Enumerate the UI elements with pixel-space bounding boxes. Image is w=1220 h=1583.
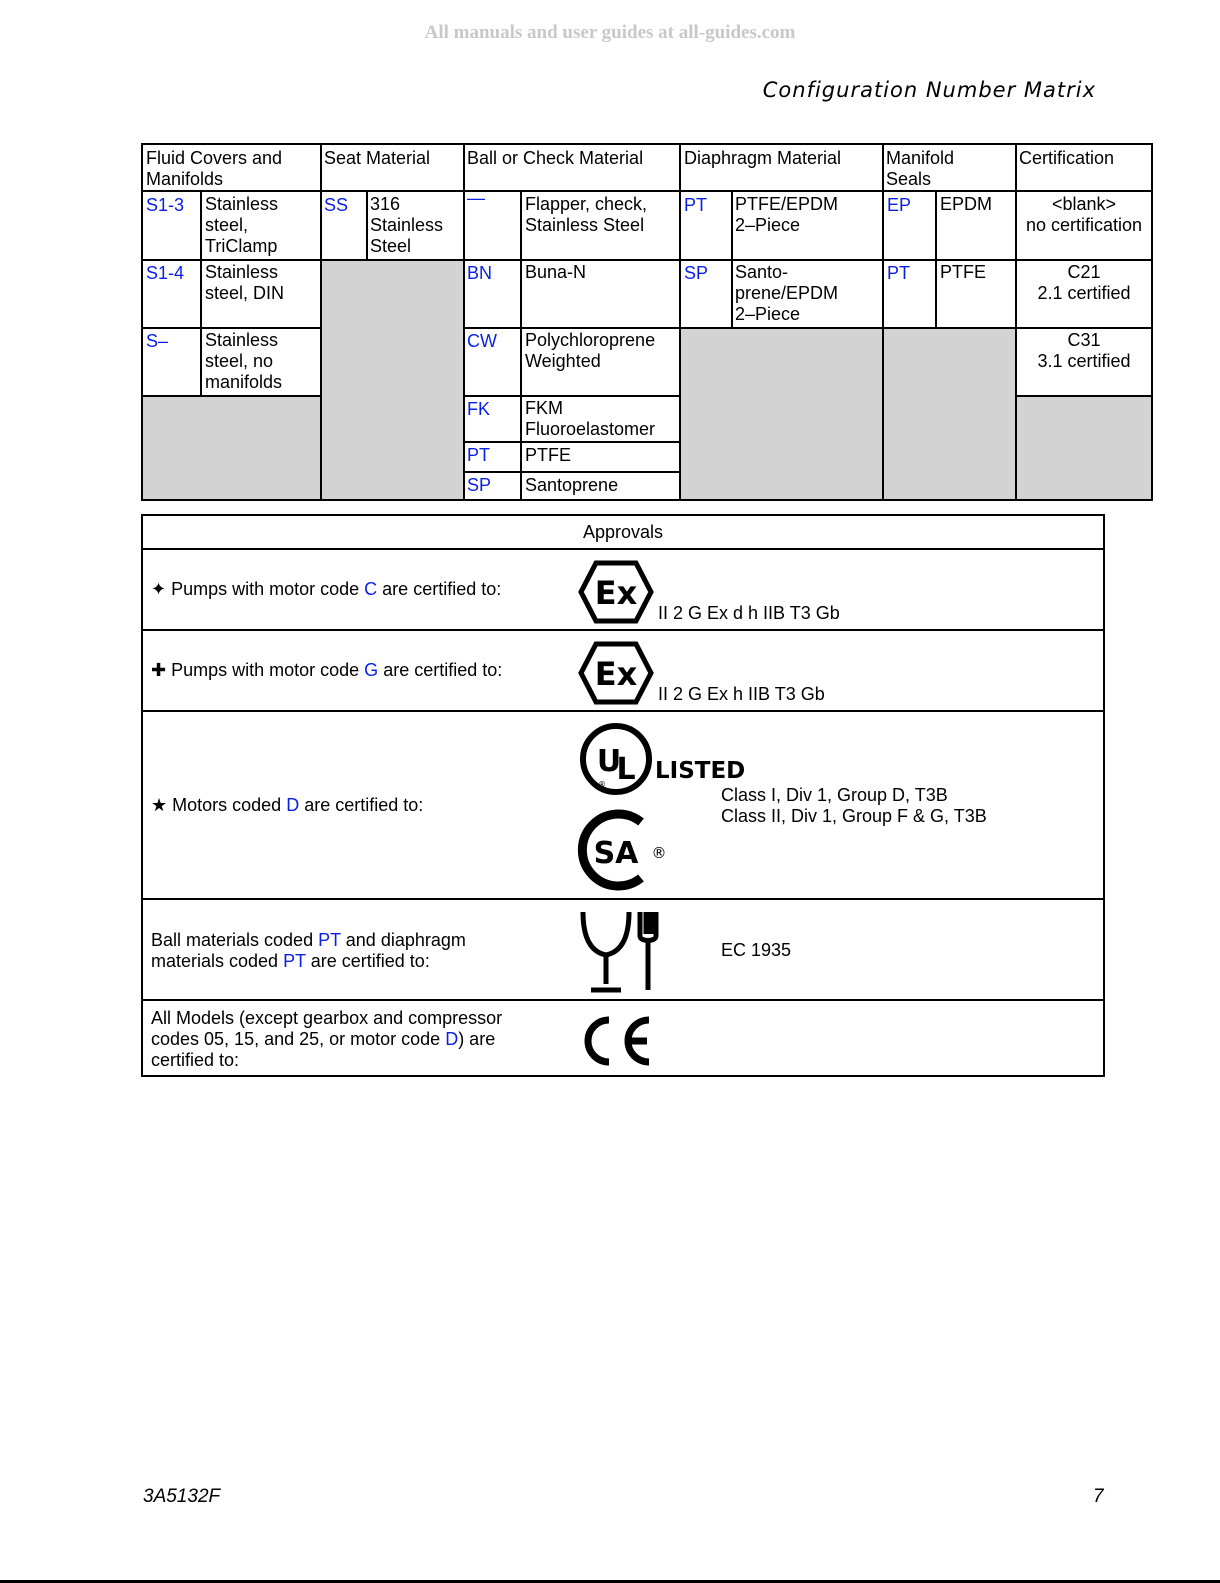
approval-row-label (151, 795, 423, 816)
fluid-cover-code: S1-4 (146, 263, 185, 283)
ball-code: CW (467, 331, 497, 351)
approval-line (151, 1029, 502, 1050)
atex-ex-icon (579, 641, 653, 705)
gray-fill-seat (321, 260, 464, 500)
approval-text: ✦ Pumps with motor code (151, 579, 365, 599)
approval-text: ) are (458, 1029, 496, 1049)
table-border-right (1151, 143, 1153, 501)
page-header: Configuration Number Matrix (762, 78, 1096, 102)
table-border-left (141, 143, 143, 501)
approvals-row-divider (141, 898, 1105, 900)
approval-text: Ball materials coded (151, 930, 319, 950)
approval-cert-text: II 2 G Ex d h IIB T3 Gb (658, 603, 840, 623)
row-divider (141, 327, 321, 329)
col-divider (320, 143, 322, 501)
header-diaphragm-material: Diaphragm Material (684, 148, 842, 168)
fluid-cover-desc: Stainless steel, TriClamp (205, 194, 279, 256)
approvals-row-divider (141, 629, 1105, 631)
page-number: 7 (1093, 1486, 1104, 1507)
col-divider (882, 143, 884, 501)
diaphragm-desc: Santo-prene/EPDM 2–Piece (735, 262, 839, 324)
gray-fill-manifold-seals (883, 328, 1016, 500)
gray-fill-fluid-covers (143, 396, 321, 500)
motor-code: D (445, 1029, 459, 1049)
document-number: 3A5132F (143, 1486, 221, 1507)
manifold-seal-code: PT (887, 263, 911, 283)
approval-text: ✚ Pumps with motor code (151, 660, 365, 680)
approval-row-label (151, 930, 466, 972)
approval-text: are certified to: (305, 951, 430, 971)
certification-desc: 3.1 certified (1037, 351, 1131, 371)
ball-code: SP (467, 475, 492, 495)
col-divider (463, 143, 465, 501)
gray-fill-diaphragm (680, 328, 883, 500)
ball-code: — (467, 188, 485, 208)
ul-listed-icon (579, 721, 746, 797)
approvals-border-bottom (141, 1075, 1105, 1077)
ball-desc: Buna-N (525, 262, 587, 282)
ul-listed-text: LISTED (655, 758, 746, 784)
row-divider (1015, 395, 1153, 397)
ball-desc: Polychloroprene Weighted (525, 330, 656, 371)
approval-line: All Models (except gearbox and compressor (151, 1008, 503, 1028)
header-fluid-covers: Fluid Covers and Manifolds (146, 148, 283, 189)
approval-cert-text: EC 1935 (721, 940, 792, 960)
ball-code: BN (467, 263, 493, 283)
approval-text: materials coded (151, 951, 284, 971)
header-certification: Certification (1019, 148, 1115, 168)
ball-code: FK (467, 399, 491, 419)
approval-row-label (151, 1008, 502, 1071)
approval-text: and diaphragm (340, 930, 466, 950)
ball-code: PT (467, 445, 491, 465)
sub-divider (520, 190, 522, 500)
food-contact-icon (579, 908, 663, 992)
row-divider (463, 441, 681, 443)
ball-desc: FKM Fluoroelastomer (525, 398, 656, 439)
certification-desc: no certification (1025, 215, 1143, 235)
fluid-cover-code: S1-3 (146, 195, 185, 215)
approvals-border-left (141, 514, 143, 1077)
manifold-seal-desc: EPDM (940, 194, 993, 214)
sub-divider (366, 190, 368, 260)
certification-code: C31 (1067, 330, 1101, 350)
row-divider (141, 259, 1153, 261)
manifold-seal-code: EP (887, 195, 912, 215)
diaphragm-code: SP (684, 263, 709, 283)
watermark: All manuals and user guides at all-guides.com (424, 22, 796, 43)
svg-text:Ex: Ex (594, 574, 638, 612)
seat-desc: 316 Stainless Steel (370, 194, 444, 256)
motor-code: G (364, 660, 379, 680)
approval-text: codes 05, 15, and 25, or motor code (151, 1029, 446, 1049)
ball-desc: Flapper, check, Stainless Steel (525, 194, 648, 235)
approvals-border-right (1103, 514, 1105, 1077)
sub-divider (200, 190, 202, 396)
approval-cert-text: Class II, Div 1, Group F & G, T3B (721, 806, 987, 826)
certification-desc: 2.1 certified (1037, 283, 1131, 303)
approval-line: certified to: (151, 1050, 240, 1070)
approval-cert-text: Class I, Div 1, Group D, T3B (721, 785, 948, 805)
seat-code: SS (324, 195, 349, 215)
fluid-cover-code: S– (146, 331, 169, 351)
table-border-top (141, 143, 1153, 145)
approval-line (151, 930, 466, 951)
approvals-border-top (141, 514, 1105, 516)
approval-text: are certified to: (299, 795, 424, 815)
col-divider (679, 143, 681, 501)
fluid-cover-desc: Stainless steel, DIN (205, 262, 285, 303)
material-code: PT (318, 930, 341, 950)
csa-icon (579, 808, 671, 892)
approval-text: are certified to: (378, 660, 503, 680)
svg-text:SA: SA (593, 836, 639, 871)
approval-line (151, 951, 466, 972)
ball-desc: PTFE (525, 445, 572, 465)
atex-ex-icon (579, 560, 653, 624)
approval-text: ★ Motors coded (151, 795, 287, 815)
approvals-row-divider (141, 999, 1105, 1001)
approval-row-label (151, 660, 502, 681)
ball-desc: Santoprene (525, 475, 619, 495)
table-border-bottom (141, 499, 1153, 501)
motor-code: C (364, 579, 378, 599)
approvals-row-divider (141, 548, 1105, 550)
ce-mark-icon (579, 1014, 655, 1068)
manifold-seal-desc: PTFE (940, 262, 987, 282)
header-manifold-seals: Manifold Seals (886, 148, 955, 189)
motor-code: D (286, 795, 300, 815)
svg-text:L: L (616, 752, 636, 787)
header-divider (141, 190, 1153, 192)
approvals-row-divider (141, 710, 1105, 712)
material-code: PT (283, 951, 306, 971)
certification-code: <blank> (1051, 194, 1117, 214)
row-divider (463, 471, 681, 473)
diaphragm-code: PT (684, 195, 708, 215)
approval-row-label (151, 579, 501, 600)
approval-text: are certified to: (377, 579, 502, 599)
certification-code: C21 (1067, 262, 1101, 282)
svg-text:®: ® (651, 844, 667, 862)
header-seat-material: Seat Material (324, 148, 431, 168)
svg-text:Ex: Ex (594, 655, 638, 693)
approvals-title: Approvals (582, 522, 664, 542)
row-divider (141, 395, 321, 397)
fluid-cover-desc: Stainless steel, no manifolds (205, 330, 283, 392)
diaphragm-desc: PTFE/EPDM 2–Piece (735, 194, 839, 235)
row-divider (463, 395, 681, 397)
svg-text:U: U (596, 744, 622, 779)
gray-fill-certification (1016, 396, 1152, 500)
row-divider (463, 327, 1153, 329)
svg-text:®: ® (598, 780, 606, 789)
header-ball-material: Ball or Check Material (467, 148, 644, 168)
approval-cert-text: II 2 G Ex h IIB T3 Gb (658, 684, 825, 704)
